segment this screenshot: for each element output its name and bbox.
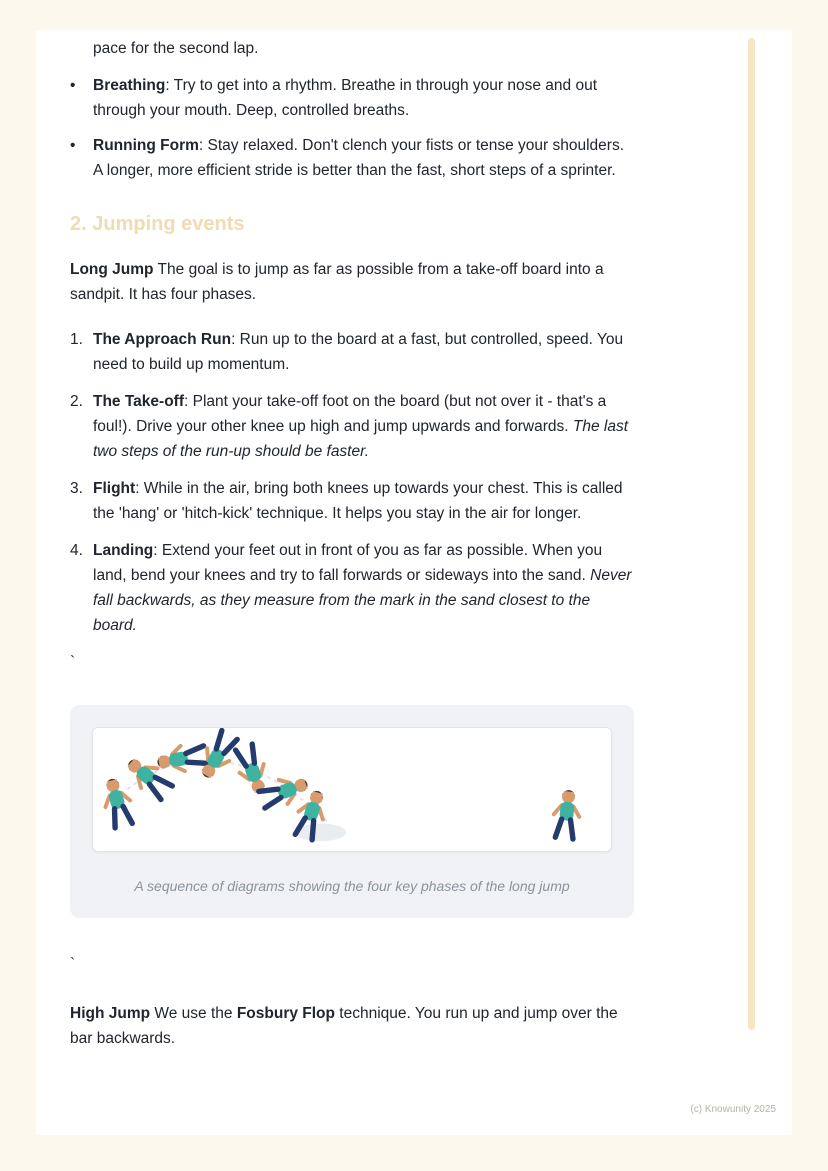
list-item	[70, 538, 634, 638]
list-number: 1.	[70, 331, 83, 348]
term-flight: Flight	[93, 480, 136, 497]
list-item-text: Running Form: Stay relaxed. Don't clench your fists or tense your shoulders. A longer, more efficient stride is better than the fast, short steps of a sprinter.	[93, 137, 625, 179]
list-item	[70, 133, 634, 183]
bullet-icon: •	[70, 137, 76, 154]
list-number: 3.	[70, 480, 83, 497]
list-item-text: Breathing: Try to get into a rhythm. Breathe in through your nose and out through your mouth. Deep, controlled breaths.	[93, 77, 598, 119]
list-number: 4.	[70, 542, 83, 559]
list-item	[70, 476, 634, 526]
list-number: 2.	[70, 393, 83, 410]
document-card	[36, 30, 792, 1135]
list-item-text: Landing: Extend your feet out in front of you as far as possible. When you land, bend your knees and try to fall forwards or sideways into the sand. Never fall backwards, as they measure from the mark in the sand closest to the board.	[93, 542, 632, 634]
list-item	[70, 73, 634, 123]
phases-list	[70, 327, 634, 638]
paragraph-continuation: pace for the second lap.	[93, 40, 259, 57]
section-heading: 2. Jumping events	[70, 213, 245, 235]
high-jump-paragraph: High Jump We use the Fosbury Flop technique. You run up and jump over the bar backwards.	[70, 1005, 618, 1047]
long-jump-sequence-image	[92, 727, 612, 852]
scrollbar-thumb[interactable]	[748, 38, 755, 1030]
list-item-text: The Approach Run: Run up to the board at a fast, but controlled, speed. You need to build up momentum.	[93, 331, 624, 373]
term-long-jump: Long Jump	[70, 261, 154, 278]
term-running-form: Running Form	[93, 137, 199, 154]
list-item	[70, 389, 634, 464]
figure-caption: A sequence of diagrams showing the four key phases of the long jump	[134, 878, 570, 894]
stray-backtick: `	[70, 956, 76, 973]
long-jump-illustration	[93, 728, 611, 851]
bullet-list	[70, 73, 634, 183]
figure-card	[70, 705, 634, 918]
list-item-text: The Take-off: Plant your take-off foot on the board (but not over it - that's a foul!). Drive your other knee up high and jump upwards and forwards. The last two steps of the run-up should be faster.	[93, 393, 629, 460]
term-breathing: Breathing	[93, 77, 166, 94]
list-item-text: Flight: While in the air, bring both knees up towards your chest. This is called the 'hang' or 'hitch-kick' technique. It helps you stay in the air for longer.	[93, 480, 623, 522]
list-item	[70, 327, 634, 377]
document-content	[36, 30, 634, 1051]
copyright: (c) Knowunity 2025	[690, 1104, 776, 1115]
bullet-icon: •	[70, 77, 76, 94]
term-landing: Landing	[93, 542, 154, 559]
term-high-jump: High Jump	[70, 1005, 151, 1022]
stray-backtick: `	[70, 654, 76, 671]
long-jump-paragraph: Long Jump The goal is to jump as far as possible from a take-off board into a sandpit. It has four phases.	[70, 261, 604, 303]
term-take-off: The Take-off	[93, 393, 184, 410]
term-approach-run: The Approach Run	[93, 331, 232, 348]
term-fosbury-flop: Fosbury Flop	[236, 1005, 335, 1022]
